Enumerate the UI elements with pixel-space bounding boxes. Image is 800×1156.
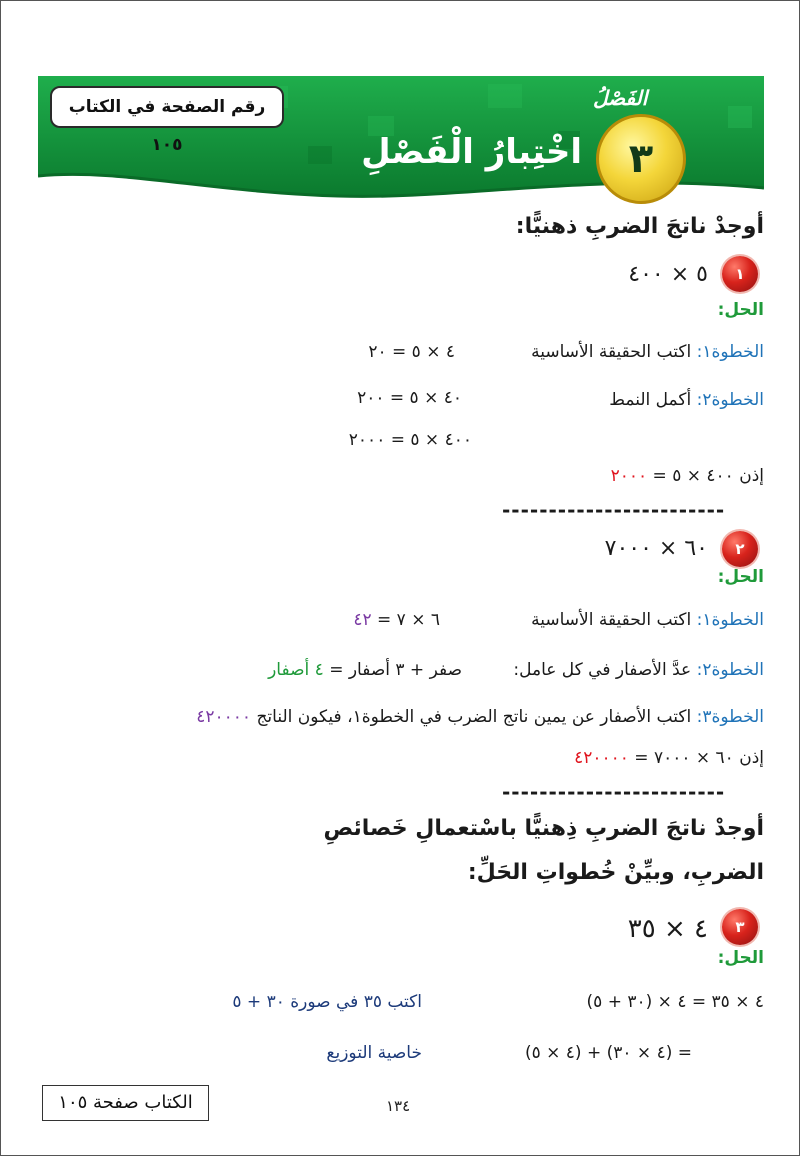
p1-step1 <box>531 342 764 362</box>
p2-step3 <box>196 707 764 727</box>
p2-step2-math-value: ٤ أصفار <box>268 660 324 680</box>
p1-step2-text: أكمل النمط <box>609 390 692 410</box>
p3-row1-math: ٤ × ٣٥ = ٤ × (٣٠ + ٥) <box>586 992 764 1012</box>
p2-step2 <box>513 660 764 680</box>
p2-conclusion <box>574 748 764 768</box>
section2-instruction-line1: أوجدْ ناتجَ الضربِ ذِهنيًّا باسْتعمالِ خَصائصِ <box>323 816 764 841</box>
p3-row2-math: = (٤ × ٣٠) + (٤ × ٥) <box>524 1043 692 1063</box>
p1-step1-text: اكتب الحقيقة الأساسية <box>531 342 692 362</box>
problem-2-solution-label: الحل: <box>717 567 764 587</box>
p3-row1-note: اكتب ٣٥ في صورة ٣٠ + ٥ <box>232 992 422 1012</box>
problem-3-solution-label: الحل: <box>717 948 764 968</box>
p1-step2 <box>609 390 764 410</box>
p2-step1-math-value: ٤٢ <box>353 610 372 630</box>
p2-step3-text: اكتب الأصفار عن يمين ناتج الضرب في الخطوة١، فيكون الناتج <box>256 707 692 727</box>
p2-step1 <box>531 610 764 630</box>
p1-step2-label: الخطوة٢: <box>696 390 764 410</box>
p1-conclusion-value: ٢٠٠٠ <box>610 466 648 486</box>
footer-book-page: الكتاب صفحة ١٠٥ <box>42 1085 209 1121</box>
p1-step2-math-b: ٤٠٠ × ٥ = ٢٠٠٠ <box>348 430 472 450</box>
section2-instruction-line2: الضربِ، وبيِّنْ خُطواتِ الحَلِّ: <box>467 860 764 885</box>
problem-2-badge: ٢ <box>722 531 758 567</box>
page-number: ١٣٤ <box>386 1097 411 1115</box>
p1-conclusion <box>611 466 764 486</box>
p2-conclusion-prefix: إذن ٦٠ × ٧٠٠٠ = <box>634 748 764 768</box>
p2-step1-math-left: ٦ × ٧ = <box>377 610 440 630</box>
chapter-label: الفَصْلُ <box>593 86 648 110</box>
problem-1-badge: ١ <box>722 256 758 292</box>
problem-1-solution-label: الحل: <box>717 300 764 320</box>
p2-step1-label: الخطوة١: <box>696 610 764 630</box>
p2-step1-text: اكتب الحقيقة الأساسية <box>531 610 692 630</box>
divider-1: ------------------------ <box>502 498 726 522</box>
problem-3-expression: ٤ × ٣٥ <box>627 914 708 944</box>
section1-instruction: أوجدْ ناتجَ الضربِ ذهنيًّا: <box>515 214 764 239</box>
p2-step2-math-left: صفر + ٣ أصفار = <box>329 660 462 680</box>
divider-2: ------------------------ <box>502 780 726 804</box>
p1-step1-label: الخطوة١: <box>696 342 764 362</box>
p1-conclusion-prefix: إذن ٤٠٠ × ٥ = <box>652 466 764 486</box>
p2-conclusion-value: ٤٢٠٠٠٠ <box>574 748 629 768</box>
p2-step2-math <box>268 660 462 680</box>
p3-row2-note: خاصية التوزيع <box>326 1043 422 1063</box>
p1-step1-math: ٤ × ٥ = ٢٠ <box>368 342 455 362</box>
p2-step3-label: الخطوة٣: <box>696 707 764 727</box>
p2-step2-label: الخطوة٢: <box>696 660 764 680</box>
p2-step3-value: ٤٢٠٠٠٠ <box>196 707 252 727</box>
problem-3-badge: ٣ <box>722 909 758 945</box>
p2-step1-math <box>353 610 440 630</box>
p1-step2-math-a: ٤٠ × ٥ = ٢٠٠ <box>357 388 462 408</box>
p2-step2-text: عدَّ الأصفار في كل عامل: <box>513 660 692 680</box>
book-page-reference: رقم الصفحة في الكتاب ١٠٥ <box>50 86 284 128</box>
problem-2-expression: ٦٠ × ٧٠٠٠ <box>604 536 708 561</box>
chapter-title: اخْتِبارُ الْفَصْلِ <box>361 132 582 172</box>
chapter-number-badge: ٣ <box>596 114 686 204</box>
problem-1-expression: ٥ × ٤٠٠ <box>628 262 708 287</box>
